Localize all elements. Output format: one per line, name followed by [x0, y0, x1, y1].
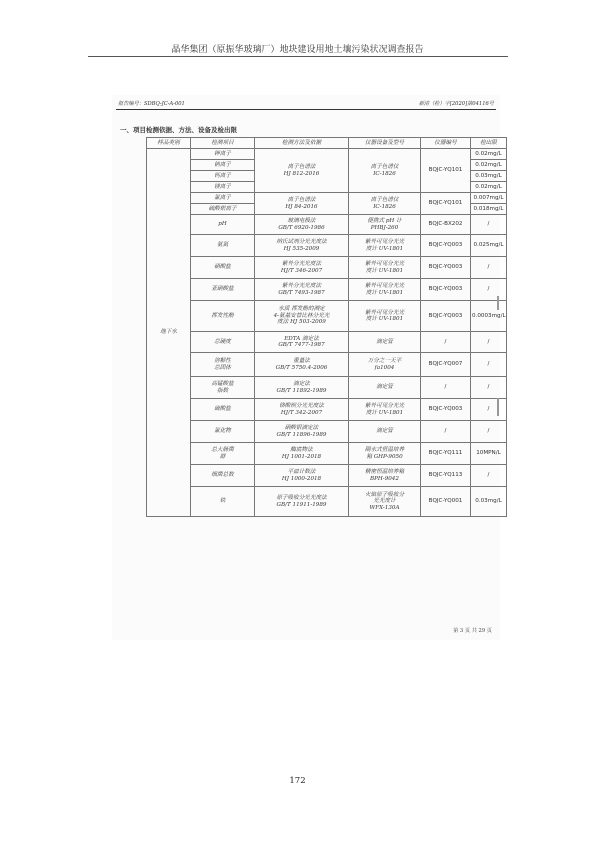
method-cell: 紫外分光光度法 GB/T 7493-1987	[255, 279, 349, 301]
equipment-number-cell: BQJC-YQ003	[421, 279, 471, 301]
test-item-cell: 硫酸根离子	[191, 204, 255, 215]
top-rule	[116, 109, 496, 110]
equipment-cell: 便携式 pH 计 PHBJ-260	[349, 215, 421, 235]
equipment-cell: 滴定管	[349, 332, 421, 353]
test-item-cell: 氯离子	[191, 193, 255, 204]
method-cell: 原子吸收分光光度法 GB/T 11911-1989	[255, 487, 349, 517]
equipment-number-cell: BQJC-YQ001	[421, 487, 471, 517]
detection-limit-cell: /	[471, 215, 507, 235]
detection-limit-cell: /	[471, 421, 507, 443]
detection-limit-cell: /	[471, 377, 507, 399]
detection-limit-cell: /	[471, 399, 507, 421]
detection-limit-cell: 0.02mg/L	[471, 160, 507, 171]
equipment-number-cell: BQJC-YQ111	[421, 443, 471, 465]
equipment-number-cell: BQJC-YQ003	[421, 257, 471, 279]
test-item-cell: 亚硝酸盐	[191, 279, 255, 301]
column-header: 检测项目	[191, 138, 255, 149]
method-cell: 重量法 GB/T 5750.4-2006	[255, 353, 349, 377]
detection-limit-cell: 0.03mg/L	[471, 171, 507, 182]
document-header: 晶华集团（原振华玻璃厂）地块建设用地土壤污染状况调查报告	[171, 45, 424, 55]
column-header: 仪器编号	[421, 138, 471, 149]
method-cell: 玻璃电极法 GB/T 6920-1986	[255, 215, 349, 235]
method-cell: 滴定法 GB/T 11892-1989	[255, 377, 349, 399]
test-item-cell: 铁	[191, 487, 255, 517]
method-cell: 水质 挥发酚的测定 4-氨基安替比林分光光 度法 HJ 503-2009	[255, 301, 349, 332]
equipment-number-cell: BQJC-YQ007	[421, 353, 471, 377]
column-header: 仪器设备及型号	[349, 138, 421, 149]
test-item-cell: 氯化物	[191, 421, 255, 443]
scan-edge-mark	[497, 398, 499, 416]
equipment-number-cell: /	[421, 377, 471, 399]
detection-limit-cell: 0.02mg/L	[471, 149, 507, 160]
equipment-cell: 紫外可见分光光 度计 UV-1801	[349, 235, 421, 257]
detection-limit-cell: 0.02mg/L	[471, 182, 507, 193]
detection-limit-cell: /	[471, 465, 507, 487]
detection-limit-cell: 10MPN/L	[471, 443, 507, 465]
equipment-number-cell: BQJC-YQ101	[421, 193, 471, 215]
table-row	[147, 149, 507, 160]
equipment-number-cell: BQJC-YQ101	[421, 149, 471, 193]
detection-limit-cell: /	[471, 257, 507, 279]
test-item-cell: pH	[191, 215, 255, 235]
method-cell: 酶底物法 HJ 1001-2018	[255, 443, 349, 465]
table-row	[147, 332, 507, 353]
method-cell: 铬酸钡分光光度法 HJ/T 342-2007	[255, 399, 349, 421]
detection-limit-cell: 0.03mg/L	[471, 487, 507, 517]
test-item-cell: 硫酸盐	[191, 399, 255, 421]
scan-edge-mark	[497, 296, 499, 310]
table-row	[147, 215, 507, 235]
page-number: 172	[289, 776, 306, 786]
sample-type-cell: 地下水	[147, 149, 191, 517]
detection-limit-cell: /	[471, 353, 507, 377]
method-cell: EDTA 滴定法 GB/T 7477-1987	[255, 332, 349, 353]
equipment-cell: 离子色谱仪 IC-1826	[349, 193, 421, 215]
scanned-report-page	[112, 95, 506, 640]
equipment-cell: 精密恒温培养箱 BPH-9042	[349, 465, 421, 487]
table-header-row	[147, 138, 507, 149]
equipment-cell: 万分之一天平 fa1004	[349, 353, 421, 377]
detection-limit-cell: 0.025mg/L	[471, 235, 507, 257]
column-header: 检测方法及依据	[255, 138, 349, 149]
table-row	[147, 301, 507, 332]
column-header: 样品类别	[147, 138, 191, 149]
test-item-cell: 溶解性 总固体	[191, 353, 255, 377]
test-item-cell: 细菌总数	[191, 465, 255, 487]
detection-limit-cell: 0.018mg/L	[471, 204, 507, 215]
table-row	[147, 353, 507, 377]
report-number: 报告编号：SDBQ-JC-A-001	[118, 101, 185, 107]
equipment-number-cell: BQJC-BX202	[421, 215, 471, 235]
test-item-cell: 钾离子	[191, 149, 255, 160]
table-row	[147, 257, 507, 279]
test-item-cell: 挥发性酚	[191, 301, 255, 332]
equipment-number-cell: BQJC-YQ003	[421, 301, 471, 332]
equipment-cell: 离子色谱仪 IC-1826	[349, 149, 421, 193]
table-row	[147, 421, 507, 443]
test-item-cell: 硝酸盐	[191, 257, 255, 279]
detection-limit-cell: 0.0003mg/L	[471, 301, 507, 332]
equipment-number-cell: /	[421, 332, 471, 353]
test-item-cell: 总大肠菌 群	[191, 443, 255, 465]
equipment-cell: 紫外可见分光光 度计 UV-1801	[349, 257, 421, 279]
equipment-cell: 紫外可见分光光 度计 UV-1801	[349, 301, 421, 332]
test-item-cell: 高锰酸盐 指数	[191, 377, 255, 399]
equipment-number-cell: BQJC-YQ113	[421, 465, 471, 487]
table-row	[147, 193, 507, 204]
report-top-line	[118, 100, 494, 107]
report-reference: 新清（检）字[2020]第04116号	[418, 101, 494, 107]
method-cell: 纳氏试剂分光光度法 HJ 535-2009	[255, 235, 349, 257]
header-rule	[88, 56, 508, 57]
test-item-cell: 镁离子	[191, 182, 255, 193]
equipment-number-cell: BQJC-YQ003	[421, 399, 471, 421]
equipment-cell: 滴定管	[349, 377, 421, 399]
equipment-number-cell: /	[421, 421, 471, 443]
equipment-cell: 隔水式恒温培养 箱 GHP-9050	[349, 443, 421, 465]
table-row	[147, 465, 507, 487]
equipment-cell: 滴定管	[349, 421, 421, 443]
table-row	[147, 235, 507, 257]
table-row	[147, 377, 507, 399]
method-cell: 离子色谱法 HJ 84-2016	[255, 193, 349, 215]
detection-limit-cell: /	[471, 279, 507, 301]
equipment-cell: 紫外可见分光光 度计 UV-1801	[349, 399, 421, 421]
method-cell: 紫外分光光度法 HJ/T 346-2007	[255, 257, 349, 279]
equipment-cell: 紫外可见分光光 度计 UV-1801	[349, 279, 421, 301]
method-cell: 离子色谱法 HJ 812-2016	[255, 149, 349, 193]
equipment-number-cell: BQJC-YQ003	[421, 235, 471, 257]
test-item-cell: 钠离子	[191, 160, 255, 171]
method-table	[146, 137, 507, 517]
detection-limit-cell: 0.007mg/L	[471, 193, 507, 204]
table-row	[147, 279, 507, 301]
test-item-cell: 氨氮	[191, 235, 255, 257]
test-item-cell: 钙离子	[191, 171, 255, 182]
page-count-note: 第 3 页 共 29 页	[453, 628, 492, 634]
method-cell: 硝酸银滴定法 GB/T 11896-1989	[255, 421, 349, 443]
method-cell: 平皿计数法 HJ 1000-2018	[255, 465, 349, 487]
equipment-cell: 火焰原子吸收分 光光度计 WFX-130A	[349, 487, 421, 517]
table-row	[147, 399, 507, 421]
table-row	[147, 487, 507, 517]
table-row	[147, 443, 507, 465]
detection-limit-cell: /	[471, 332, 507, 353]
column-header: 检出限	[471, 138, 507, 149]
section-title: 一、项目检测依据、方法、设备及检出限	[120, 126, 237, 134]
test-item-cell: 总硬度	[191, 332, 255, 353]
